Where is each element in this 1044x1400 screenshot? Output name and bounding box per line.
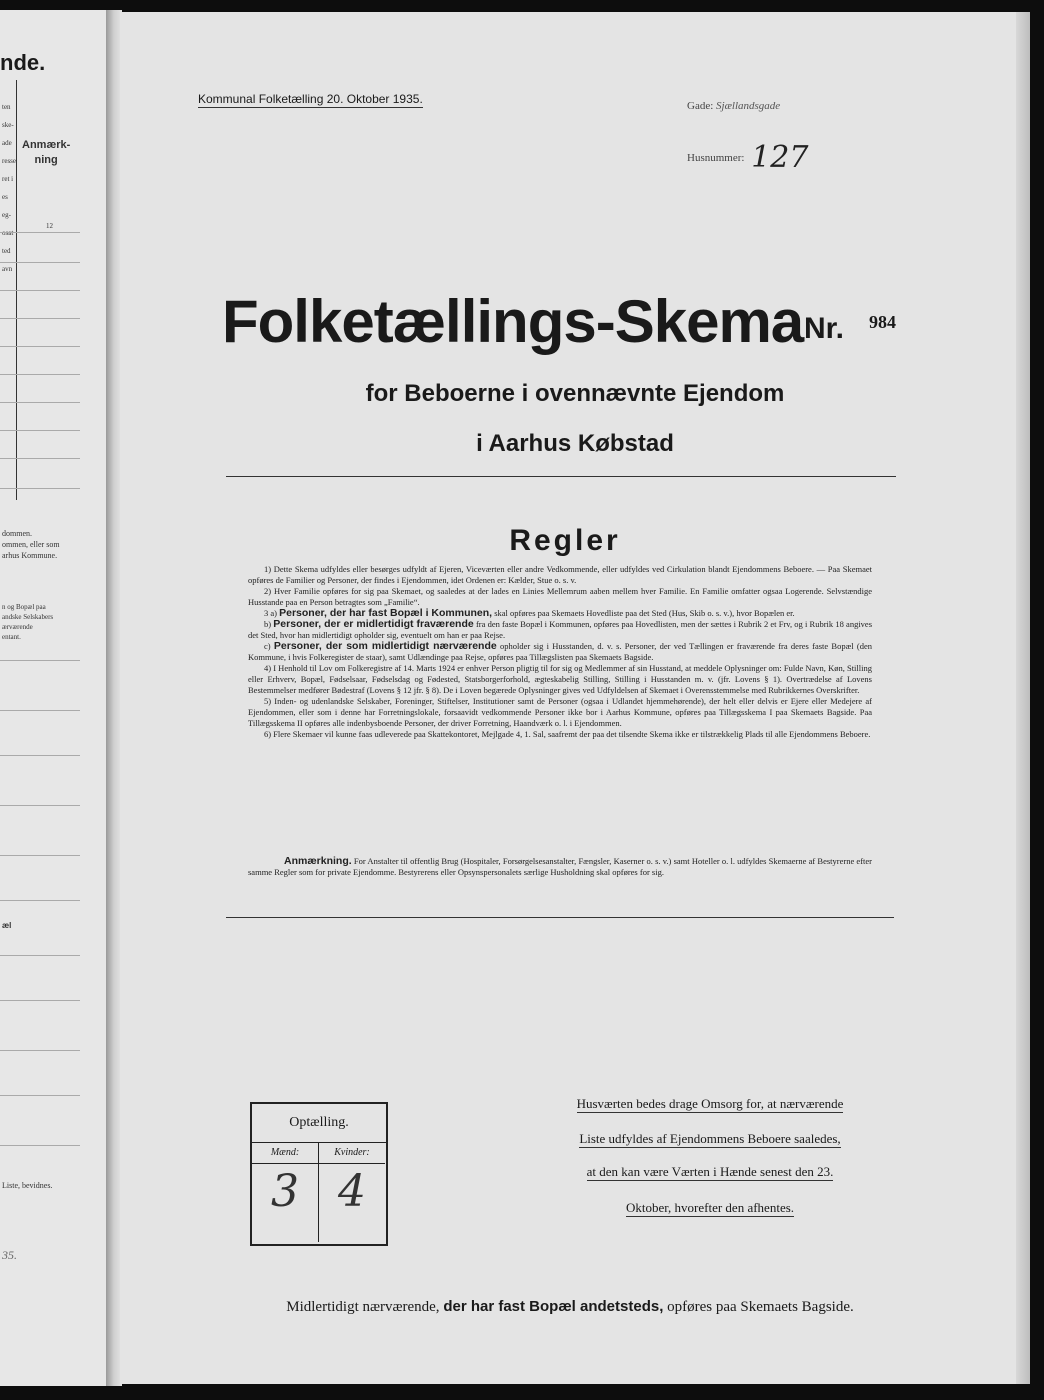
owner-note-text-1: Husværten bedes drage Omsorg for, at nærværende <box>576 1096 844 1111</box>
owner-note-line-3 <box>550 1164 870 1180</box>
optaelling-title: Optælling. <box>252 1104 386 1143</box>
left-col-anmaerkning: Anmærk- ning <box>22 139 71 166</box>
gade-line <box>687 100 780 112</box>
page-edge <box>1016 12 1030 1384</box>
left-col-label-8: osat <box>2 229 14 237</box>
left-col-label-7: eg- <box>2 211 11 219</box>
left-text-5: 35. <box>2 1248 17 1262</box>
left-text-3: æl <box>2 921 12 930</box>
rule-3b <box>248 619 872 641</box>
anmaerkning-text: For Anstalter til offentlig Brug (Hospitaler, Forsørgelsesanstalter, Fængsler, Kaserner o. s. v.) samt Hoteller o. l. udfyldes Skemaerne af Bestyrerne efter samme Regler som for private Ejendomme. Bestyrerens eller Opsynspersonalets særlige Husholdning skal opføres for sig. <box>248 856 872 877</box>
rule-3c <box>248 641 872 663</box>
husnummer-value: 127 <box>751 140 809 175</box>
form-nr-label: Nr. <box>804 312 845 345</box>
rule-3c-bold: Personer, der som midlertidigt nærværende <box>273 640 497 652</box>
rule-3b-text: fra den faste Bopæl i Kommunen, opføres paa Hovedlisten, men der sættes i Rubrik 2 et Frv, og i Rubrik 18 angives det Sted, hvor han midlertidigt opholder sig, eventuelt om han er paa Rejse. <box>248 619 873 640</box>
form-nr-value: 984 <box>869 312 896 332</box>
owner-note-line-1 <box>550 1096 870 1112</box>
form-subtitle-2: i Aarhus Købstad <box>476 430 674 457</box>
rules-heading: Regler <box>509 524 621 557</box>
rule-6: 6) Flere Skemaer vil kunne faas udleverede paa Skattekontoret, Mejlgade 4, 1. Sal, saafremt der paa det tilsendte Skema ikke er tilstrækkelig Plads til alle Ejendommens Beboere. <box>264 729 871 739</box>
census-title: Kommunal Folketælling 20. Oktober 1935. <box>198 92 423 106</box>
left-text-4: Liste, bevidnes. <box>2 1181 53 1190</box>
left-col-label-2: ske- <box>2 121 14 129</box>
rule-1: 1) Dette Skema udfyldes eller besørges udfyldt af Ejeren, Viceværten eller andre Vedkommende, eller udfyldes ved Cirkulation blandt Ejendommens Beboere. — Paa Skemaet opføres de Familier og Personer, der findes i Ejendommen, idet Ordenen er: Kælder, Stue o. s. v. <box>248 564 872 585</box>
left-page-header: nde. <box>0 50 46 75</box>
owner-note-line-4 <box>550 1200 870 1216</box>
left-col-label-1: ten <box>2 103 11 111</box>
kvinder-label: Kvinder: <box>319 1143 385 1164</box>
maend-value: 3 <box>271 1166 299 1217</box>
rule-3c-number: c) <box>264 641 271 651</box>
optaelling-box <box>250 1102 388 1246</box>
anmaerkning-block <box>248 856 872 878</box>
gade-value: Sjællandsgade <box>716 100 781 112</box>
census-form-page <box>120 12 1030 1384</box>
left-col-label-5: ret i <box>2 175 14 183</box>
rule-3b-number: b) <box>264 619 272 629</box>
husnummer-label: Husnummer: <box>687 152 745 164</box>
divider-top <box>226 476 896 477</box>
footer-part-2: der har fast Bopæl andetsteds, <box>443 1298 664 1315</box>
rule-3a-bold: Personer, der har fast Bopæl i Kommunen, <box>279 607 493 619</box>
left-col-label-6: es <box>2 193 8 201</box>
left-text-2: n og Bopæl paa andske Selskabers ærværende entant. <box>2 603 54 641</box>
rule-2: 2) Hver Familie opføres for sig paa Skemaet, og saaledes at der lades en Linies Mellemrum aaben mellem hver Familie. En Familie omfatter ogsaa Logerende. Selvstændige Husstande paa en Person betragtes som „Familie“. <box>248 586 872 607</box>
left-text-1: dommen. ommen, eller som arhus Kommune. <box>2 529 60 560</box>
owner-note-text-2: Liste udfyldes af Ejendommens Beboere saaledes, <box>579 1131 841 1146</box>
footer-part-3: opføres paa Skemaets Bagside. <box>667 1299 854 1315</box>
footer-note <box>120 1298 1020 1316</box>
footer-part-1: Midlertidigt nærværende, <box>286 1299 440 1315</box>
owner-note-text-3: at den kan være Værten i Hænde senest den 23. <box>586 1164 834 1179</box>
left-col-number: 12 <box>46 222 53 230</box>
kvinder-value: 4 <box>338 1166 366 1217</box>
left-col-label-4: resse <box>2 157 16 165</box>
owner-note-line-2 <box>550 1131 870 1147</box>
husnummer-line <box>687 134 809 175</box>
left-col-label-9: ted <box>2 247 11 255</box>
rule-3b-bold: Personer, der er midlertidigt fraværende <box>273 618 474 630</box>
left-column-labels <box>2 94 16 274</box>
form-subtitle-1: for Beboerne i ovennævnte Ejendom <box>365 380 785 407</box>
rules-body <box>248 564 872 740</box>
divider-bottom <box>226 917 894 918</box>
maend-label: Mænd: <box>252 1143 318 1164</box>
gade-label: Gade: <box>687 100 714 112</box>
form-title: Folketællings-Skema <box>222 288 804 355</box>
left-page-strip <box>0 10 106 1386</box>
rule-3a-number: 3 a) <box>264 608 277 618</box>
rule-3a-text: skal opføres paa Skemaets Hovedliste paa det Sted (Hus, Skib o. s. v.), hvor Bopælen er. <box>494 608 795 618</box>
rule-5: 5) Inden- og udenlandske Selskaber, Foreninger, Stiftelser, Institutioner samt de Personer (ogsaa i Udlandet hjemmehørende), der helt eller delvis er Ejere eller Medejere af Ejendommen, eller som i denne har Forretningslokale, forsaavidt vedkommende Personer ikke bor i Aarhus Kommune, opføres paa Tillægsskema I paa Skemaets Bagside. Paa Tillægsskema II opføres alle indenbysboende Personer, der driver Forretning, Haandværk o. l. i Ejendommen. <box>248 696 872 728</box>
left-col-label-3: ade <box>2 139 12 147</box>
rule-4: 4) I Henhold til Lov om Folkeregistre af 14. Marts 1924 er enhver Person pligtig til for sig og Medlemmer af sin Husstand, at meddele Oplysninger om: Fulde Navn, Køn, Stilling eller Erhverv, Bopæl, Fødselsaar, Fødselsdag og Fødested, Statsborgerforhold, ægteskabelig Stilling, Stilling i Husstanden m. v. (jfr. Lovens § 1). Overtrædelse af Lovens Bestemmelser medfører Bødestraf (Lovens § 12 jfr. § 8). De i Loven begærede Oplysninger gives ved Udfyldelsen af Skemaet i Overensstemmelse med Rubrikkernes Overskrifter. <box>248 663 872 695</box>
owner-note-text-4: Oktober, hvorefter den afhentes. <box>625 1200 795 1215</box>
anmaerkning-label: Anmærkning. <box>284 855 352 867</box>
rule-3c-text: opholder sig i Husstanden, d. v. s. Personer, der ved Tællingen er fraværende fra deres faste Bopæl (den Kommune, i hvis Folkeregister de staar), samt Udlændinge paa Rejse, opføres paa Tillægslisten paa Skemaets Bagside. <box>248 641 873 662</box>
left-col-label-10: avn <box>2 265 13 273</box>
